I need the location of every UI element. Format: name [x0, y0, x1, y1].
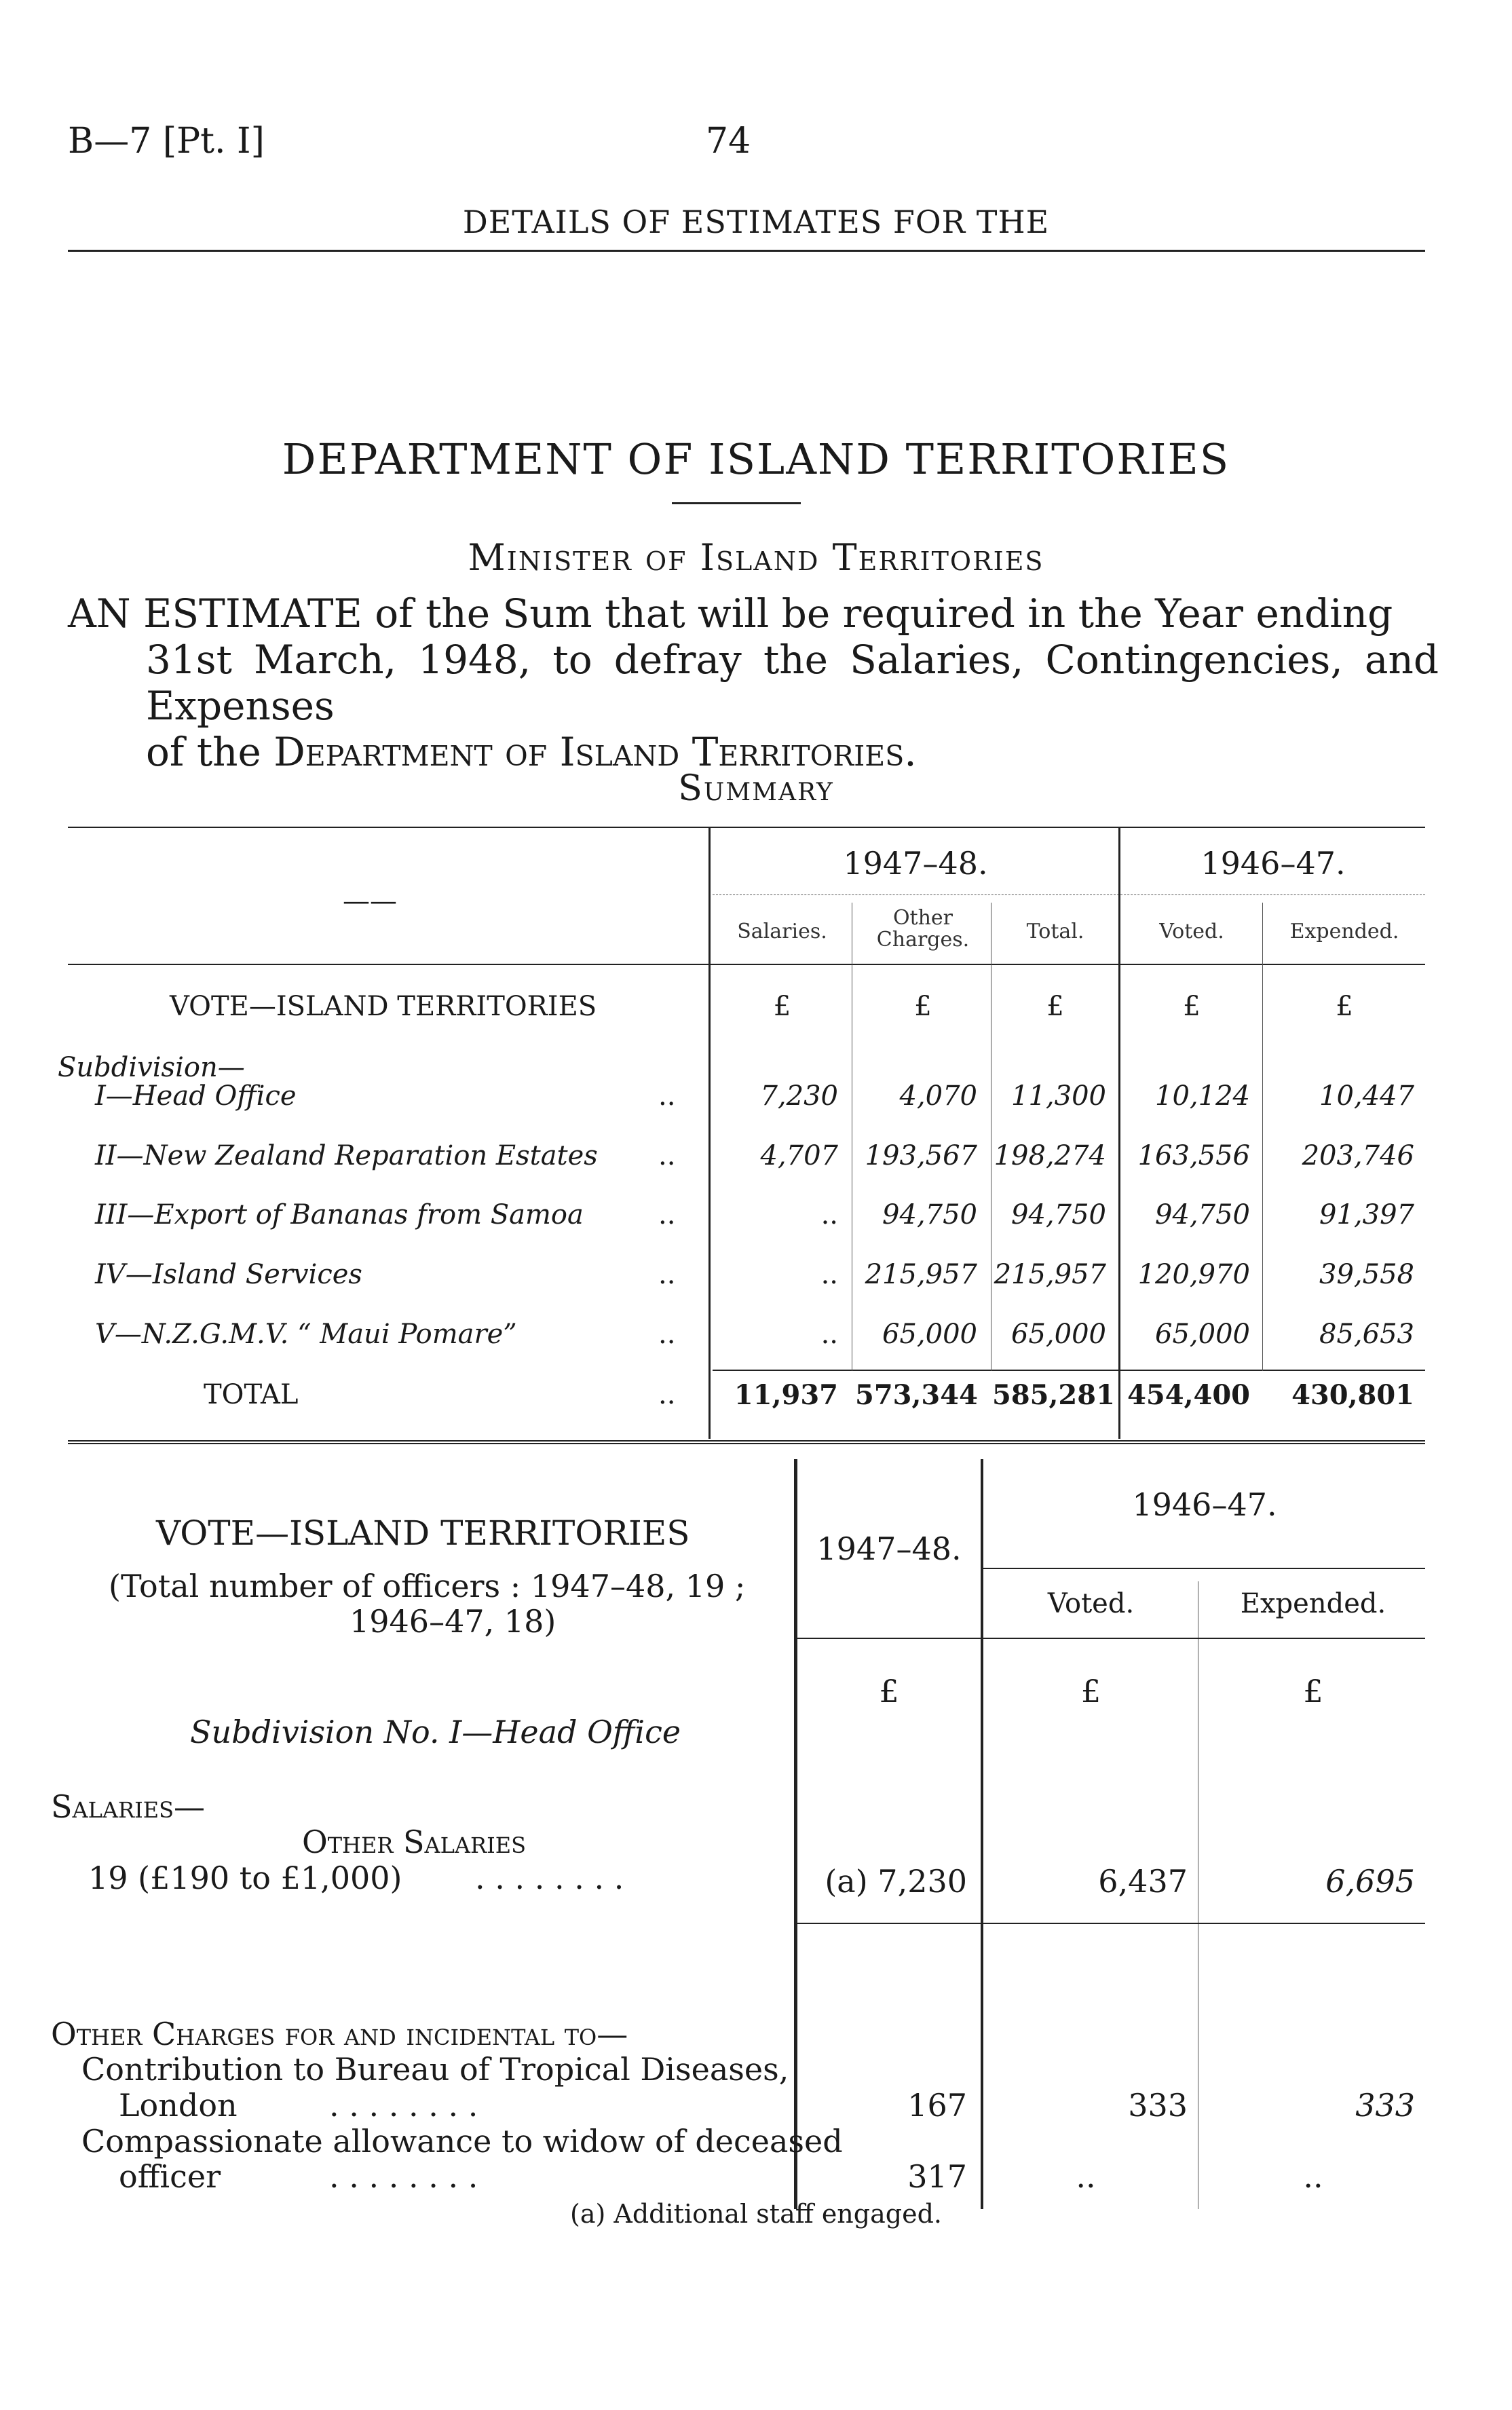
- currency-other: £: [914, 991, 932, 1022]
- total-dots: ..: [658, 1379, 676, 1410]
- row4-expended: 39,558: [1319, 1259, 1414, 1290]
- col-salaries: Salaries.: [737, 920, 827, 943]
- summary-col-rule-4: [1118, 828, 1120, 1439]
- detail-year-1946-47: 1946–47.: [1132, 1486, 1277, 1523]
- header-rule: [68, 250, 1425, 252]
- row5-total: 65,000: [1011, 1319, 1106, 1350]
- row-label-2: II—New Zealand Reparation Estates: [95, 1140, 598, 1171]
- currency-total: £: [1046, 991, 1064, 1022]
- summary-dash: ——: [343, 886, 397, 917]
- row5-salaries: ..: [820, 1319, 838, 1350]
- row5-other: 65,000: [882, 1319, 977, 1350]
- row3-salaries: ..: [820, 1199, 838, 1230]
- salary-1947-48: (a) 7,230: [825, 1863, 967, 1900]
- row3-expended: 91,397: [1319, 1199, 1414, 1230]
- item1-voted: 333: [1128, 2087, 1188, 2124]
- detail-vote-title: VOTE—ISLAND TERRITORIES: [156, 1513, 690, 1553]
- estimate-line-2: 31st March, 1948, to defray the Salaries, Contingencies, and Expenses: [146, 637, 1439, 729]
- col-voted: Voted.: [1159, 920, 1224, 943]
- currency-voted: £: [1183, 991, 1201, 1022]
- summary-total-rule: [713, 1370, 1425, 1371]
- row3-other: 94,750: [882, 1199, 977, 1230]
- item1-dots: . . . . . . . .: [329, 2087, 478, 2124]
- row4-total: 215,957: [994, 1259, 1106, 1290]
- title-rule: [672, 502, 801, 504]
- running-title: DETAILS OF ESTIMATES FOR THE: [462, 204, 1050, 240]
- summary-bottom-rule: [68, 1440, 1425, 1444]
- minister-line: Minister of Island Territories: [468, 536, 1044, 579]
- item1-1947-48: 167: [907, 2087, 967, 2124]
- estimate-line-3-pre: of the: [146, 729, 274, 775]
- item2-1947-48: 317: [907, 2158, 967, 2195]
- row-label-3: III—Export of Bananas from Samoa: [95, 1199, 584, 1230]
- row2-salaries: 4,707: [760, 1140, 838, 1171]
- row1-total: 11,300: [1011, 1080, 1106, 1112]
- summary-header-rule: [68, 964, 1425, 965]
- row1-salaries: 7,230: [760, 1080, 838, 1112]
- item1-expended: 333: [1355, 2087, 1415, 2124]
- page-reference: B—7 [Pt. I]: [68, 121, 265, 162]
- vote-detail-section: [51, 1446, 1425, 2382]
- summary-table: [58, 821, 1425, 1446]
- row-label-1: I—Head Office: [95, 1080, 297, 1112]
- row-dots-3: ..: [658, 1199, 676, 1230]
- estimate-department: Department of Island Territories.: [273, 729, 917, 775]
- other-charges-label: Other Charges for and incidental to—: [51, 2016, 628, 2052]
- detail-header-rule: [797, 1638, 1425, 1639]
- detail-year-rule: [981, 1568, 1425, 1569]
- row3-voted: 94,750: [1155, 1199, 1250, 1230]
- item2-line-1: Compassionate allowance to widow of deceased: [81, 2123, 843, 2160]
- total-other: 573,344: [855, 1379, 978, 1411]
- vote-label: VOTE—ISLAND TERRITORIES: [170, 991, 597, 1022]
- currency-expended: £: [1336, 991, 1353, 1022]
- salary-item: 19 (£190 to £1,000): [88, 1860, 402, 1896]
- row4-salaries: ..: [820, 1259, 838, 1290]
- summary-col-rule-1: [708, 828, 711, 1439]
- total-voted: 454,400: [1127, 1379, 1250, 1411]
- col-expended: Expended.: [1289, 920, 1399, 943]
- estimate-line-1: AN ESTIMATE of the Sum that will be required in the Year ending: [68, 590, 1393, 637]
- col-total: Total.: [1026, 920, 1084, 943]
- row4-other: 215,957: [865, 1259, 977, 1290]
- row3-total: 94,750: [1011, 1199, 1106, 1230]
- row-dots-2: ..: [658, 1140, 676, 1171]
- salary-dots: . . . . . . . .: [475, 1860, 624, 1896]
- total-total: 585,281: [992, 1379, 1115, 1411]
- estimate-paragraph: [68, 590, 1439, 775]
- detail-col-rule-2: [981, 1459, 983, 2209]
- item2-dots: . . . . . . . .: [329, 2158, 478, 2195]
- row2-expended: 203,746: [1302, 1140, 1414, 1171]
- footnote: (a) Additional staff engaged.: [570, 2199, 942, 2229]
- officers-line-2: 1946–47, 18): [349, 1603, 556, 1640]
- row2-voted: 163,556: [1137, 1140, 1250, 1171]
- total-label: TOTAL: [204, 1379, 299, 1410]
- row-dots-1: ..: [658, 1080, 676, 1112]
- row1-other: 4,070: [899, 1080, 977, 1112]
- row1-voted: 10,124: [1155, 1080, 1250, 1112]
- total-salaries: 11,937: [734, 1379, 838, 1411]
- detail-year-1947-48: 1947–48.: [816, 1530, 962, 1567]
- salaries-label: Salaries—: [51, 1788, 205, 1825]
- detail-currency-3: £: [1303, 1673, 1323, 1710]
- summary-col-rule-5: [1262, 903, 1263, 1371]
- subdivision-label: Subdivision—: [58, 1052, 245, 1083]
- salary-expended: 6,695: [1325, 1863, 1415, 1900]
- department-title: DEPARTMENT OF ISLAND TERRITORIES: [282, 434, 1230, 484]
- row4-voted: 120,970: [1137, 1259, 1250, 1290]
- row2-total: 198,274: [994, 1140, 1106, 1171]
- row-label-4: IV—Island Services: [95, 1259, 362, 1290]
- row5-expended: 85,653: [1319, 1319, 1414, 1350]
- row-dots-4: ..: [658, 1259, 676, 1290]
- detail-salary-rule: [797, 1923, 1425, 1924]
- row2-other: 193,567: [865, 1140, 977, 1171]
- item2-voted: ..: [1076, 2158, 1096, 2195]
- salary-voted: 6,437: [1098, 1863, 1188, 1900]
- year-1946-47: 1946–47.: [1201, 845, 1346, 882]
- row5-voted: 65,000: [1155, 1319, 1250, 1350]
- year-1947-48: 1947–48.: [843, 845, 988, 882]
- officers-line-1: (Total number of officers : 1947–48, 19 ;: [109, 1568, 746, 1604]
- row-label-5: V—N.Z.G.M.V. “ Maui Pomare”: [95, 1319, 517, 1350]
- item2-expended: ..: [1303, 2158, 1323, 2195]
- summary-top-rule: [68, 827, 1425, 828]
- col-other-charges: Other Charges.: [876, 906, 970, 952]
- currency-salaries: £: [773, 991, 791, 1022]
- detail-currency-2: £: [1080, 1673, 1101, 1710]
- item1-line-2: London: [119, 2087, 238, 2124]
- page-number: 74: [706, 121, 751, 162]
- row1-expended: 10,447: [1319, 1080, 1414, 1112]
- item1-line-1: Contribution to Bureau of Tropical Diseases,: [81, 2051, 789, 2088]
- other-salaries-label: Other Salaries: [302, 1824, 527, 1860]
- item2-line-2: officer: [119, 2158, 221, 2195]
- detail-expended-header: Expended.: [1240, 1588, 1386, 1619]
- row-dots-5: ..: [658, 1319, 676, 1350]
- summary-heading: Summary: [678, 768, 834, 809]
- total-expended: 430,801: [1291, 1379, 1414, 1411]
- detail-voted-header: Voted.: [1047, 1588, 1135, 1619]
- detail-subdivision: Subdivision No. I—Head Office: [190, 1714, 681, 1750]
- detail-currency-1: £: [879, 1673, 899, 1710]
